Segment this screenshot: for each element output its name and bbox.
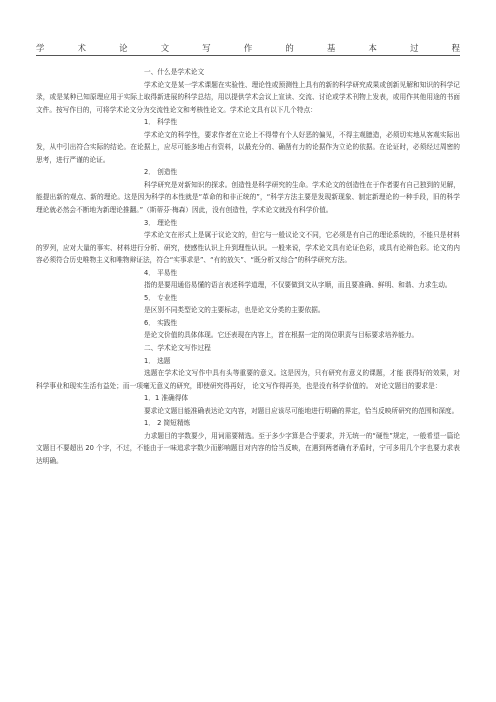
section-heading: 4． 平易性 [144,268,178,277]
section-heading: 5． 专业性 [144,293,178,302]
section-heading: 1．1 准确得体 [144,394,189,403]
header-title-char: 的 [285,43,294,53]
section-heading: 3． 理论性 [144,218,178,227]
header-title-char: 本 [368,43,377,53]
header-title-char: 论 [119,43,128,53]
header-title-char: 程 [451,43,460,53]
section-heading: 是区别不同类型论文的主要标志，也是论文分类的主要依据。 [144,306,325,315]
section-heading: 1． 2 简短精炼 [144,419,191,428]
header-rule [36,55,460,56]
document-body [36,66,460,468]
section-heading: 二、学术论文写作过程 [144,344,211,353]
body-paragraph: 是论文价值的具体体现。它还表现在内容上，首在根据一定的岗位职责与目标要求培养能力。 [144,331,419,340]
body-paragraph: 指的是要用通俗易懂的语言表述科学道理，不仅要做到文从字顺，而且要准确、鲜明、和谐、力求生动。 [144,281,452,290]
header-title-char: 基 [326,43,336,53]
body-paragraph: 力求题目的字数要少，用词需要精选。至于多少字算是合乎要求，并无统一的“硬性”规定，一般希望一篇论文题目不要超出 20 个字，不过，不能由于一味追求字数少而影响题目对内容的恰当反映，在遇到两者确有矛盾时，宁可多用几个字也要力求表达明确。 [36,431,460,465]
header-title-char: 学 [36,43,45,53]
header-title-char: 作 [243,43,253,53]
section-heading: 1． 科学性 [144,118,178,127]
header-title-char: 过 [410,43,419,53]
body-paragraph: 要求论文题目能准确表达论文内容，对题目应该尽可能地进行明确的界定，恰当反映所研究的范围和深度。 [144,406,459,415]
header-title-char: 文 [160,43,170,53]
section-heading: 6． 实践性 [144,318,178,327]
body-paragraph: 学术论文的科学性，要求作者在立论上不得带有个人好恶的偏见，不得主观臆造，必须切实地从客观实际出发，从中引出符合实际的结论。在论据上，应尽可能多地占有资料，以最充分的、确凿有力的论据作为立论的依据。在论证时，必须经过周密的思考，进行严谨的论证。 [36,130,460,164]
header-title-char: 术 [77,43,86,53]
document-header-title [36,40,460,54]
section-heading: 2． 创造性 [144,168,178,177]
body-paragraph: 学术论文是某一学术课题在实验性、理论性或预测性上具有的新的科学研究成果或创新见解和知识的科学记录，或是某种已知原理应用于实际上取得新进展的科学总结，用以提供学术会议上宣读、交流、讨论或学术刊物上发表，或用作其他用途的书面文件。按写作目的，可将学术论文分为交流性论文和考核性论文。学术论文具有以下几个特点： [36,80,460,114]
body-paragraph: 学术论文在形式上是属于议论文的，但它与一般议论文不同，它必须是有自己的理论系统的，不能只是材料的罗列，应对大量的事实、材料进行分析、研究，使感性认识上升到理性认识。一般来说，学术论文具有论证色彩，或具有论辩色彩。论文的内容必须符合历史唯物主义和唯物辩证法，符合“实事求是”、“有的放矢”、“既分析又综合”的科学研究方法。 [36,231,460,265]
body-paragraph: 科学研究是对新知识的探求。创造性是科学研究的生命。学术论文的创造性在于作者要有自己独到的见解，能提出新的观点、新的理论。这是因为科学的本性就是“革命的和非正统的”，“科学方法主要是发现新现象、制定新理论的一种手段，旧的科学理论就必然会不断地为新理论推翻。”（斯蒂芬·梅森）因此，没有创造性，学术论文就没有科学价值。 [36,180,460,215]
body-paragraph: 选题在学术论文写作中具有头等重要的意义。这是因为，只有研究有意义的课题，才能 获得好的效果，对科学事业和现实生活有益处；而一项毫无意义的研究，即使研究得再好， 论文写作得再美，也是没有科学价值的。 对论文题目的要求是： [36,369,460,390]
header-title-char: 写 [202,43,211,53]
section-heading: 1． 选题 [144,356,171,365]
section-heading: 一、什么是学术论文 [144,68,205,76]
